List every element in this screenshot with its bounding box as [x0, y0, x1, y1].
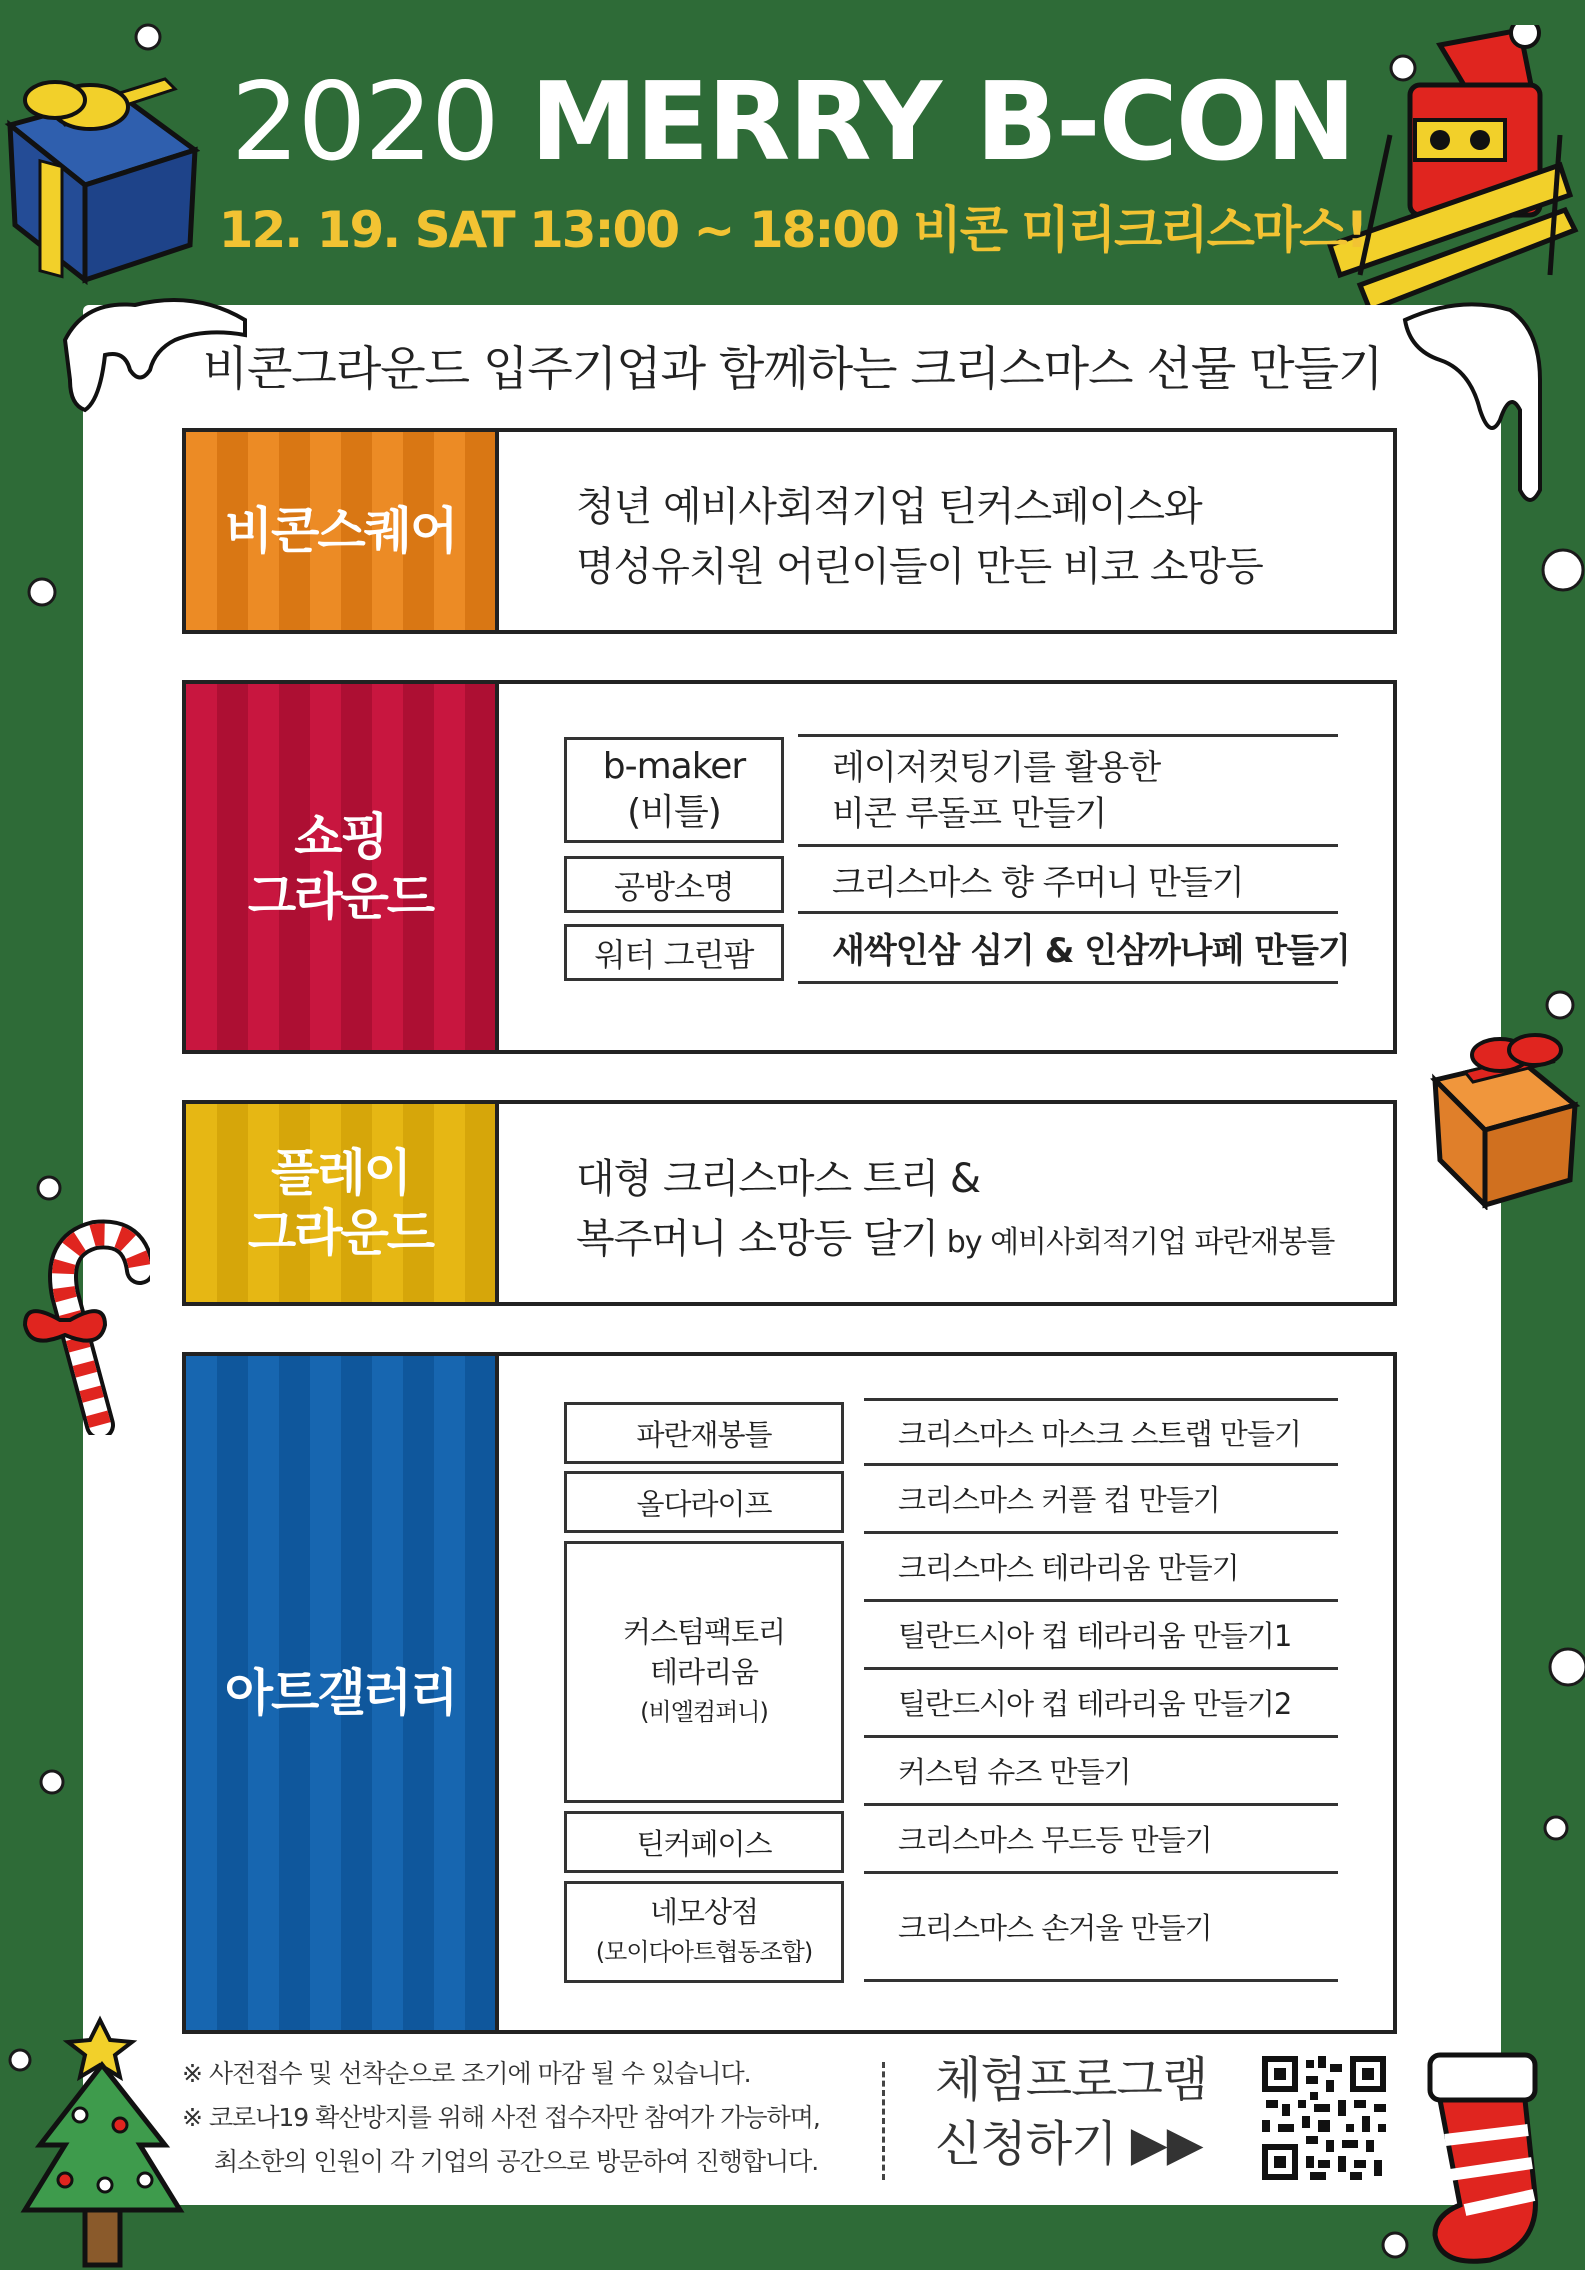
activity-hand-mirror-text: 크리스마스 손거울 만들기 [898, 1911, 1212, 1945]
activity-ginseng-text: 새싹인삼 심기 & 인삼까나페 만들기 [832, 931, 1350, 971]
company-nemo-store-sub: (모이다아트협동조합) [595, 1938, 813, 1966]
activity-tillandsia-1-text: 틸란드시아 컵 테라리움 만들기1 [898, 1619, 1292, 1653]
apply-link-line-1[interactable]: 체험프로그램 [935, 2052, 1208, 2108]
section-art [182, 1352, 1397, 2034]
activity-rudolph [798, 734, 1338, 847]
section-square-desc [576, 477, 1263, 597]
activity-tillandsia-2 [864, 1670, 1338, 1738]
section-square-line-2: 명성유치원 어린이들이 만든 비코 소망등 [576, 544, 1263, 590]
activity-hand-mirror [864, 1874, 1338, 1982]
section-play-line-1: 대형 크리스마스 트리 & [576, 1156, 981, 1202]
apply-link-line-2[interactable]: 신청하기 ▶▶ [935, 2116, 1203, 2172]
event-name: MERRY B-CON [530, 60, 1355, 185]
section-shopping-label-line-2: 그라운드 [247, 868, 434, 926]
event-title [0, 60, 1585, 185]
program-heading: 비콘그라운드 입주기업과 함께하는 크리스마스 선물 만들기 [202, 342, 1383, 397]
company-paran-sewing [564, 1402, 844, 1464]
section-play-label-line-2: 그라운드 [247, 1204, 434, 1262]
company-alldalife [564, 1471, 844, 1533]
activity-scent-pouch [798, 847, 1338, 914]
section-play-label [186, 1104, 499, 1302]
activity-couple-cup-text: 크리스마스 커플 컵 만들기 [898, 1483, 1220, 1517]
section-square-line-1: 청년 예비사회적기업 틴커스페이스와 [576, 484, 1202, 530]
company-b-maker [564, 737, 784, 843]
section-play-line-2-main: 복주머니 소망등 달기 [576, 1216, 939, 1262]
company-b-maker-sub: (비틀) [627, 792, 721, 833]
company-paran-sewing-name: 파란재봉틀 [636, 1417, 772, 1452]
company-custom-factory [564, 1541, 844, 1803]
company-alldalife-name: 올다라이프 [636, 1486, 772, 1521]
section-square [182, 428, 1397, 634]
event-year: 2020 [230, 60, 498, 185]
company-custom-factory-name-2: 테라리움 [649, 1655, 759, 1689]
company-water-greenfarm [564, 924, 784, 981]
stocking-icon [1410, 2045, 1585, 2270]
activity-custom-shoes-text: 커스텀 슈즈 만들기 [898, 1755, 1131, 1789]
activity-terrarium [864, 1534, 1338, 1602]
gift-box-right-icon [1425, 1030, 1585, 1210]
section-play-line-2-credit: by 예비사회적기업 파란재봉틀 [938, 1225, 1335, 1260]
activity-mood-light [864, 1806, 1338, 1874]
snow-cap-right [1400, 290, 1550, 520]
company-custom-factory-sub: (비엘컴퍼니) [640, 1698, 768, 1726]
company-custom-factory-name-1: 커스텀팩토리 [622, 1615, 786, 1649]
activity-mask-strap [864, 1398, 1338, 1466]
activity-terrarium-text: 크리스마스 테라리움 만들기 [898, 1551, 1239, 1585]
christmas-tree-icon [20, 1995, 185, 2270]
company-water-greenfarm-name: 워터 그린팜 [594, 935, 754, 974]
company-gongbang-somyeong-name: 공방소명 [614, 867, 734, 906]
section-play [182, 1100, 1397, 1306]
activity-rudolph-line-1: 레이저컷팅기를 활용한 [832, 747, 1161, 788]
event-date-line: 12. 19. SAT 13:00 ~ 18:00 비콘 미리크리스마스! [218, 201, 1367, 259]
company-gongbang-somyeong [564, 856, 784, 913]
section-play-label-line-1: 플레이 [271, 1144, 410, 1202]
qr-code-icon[interactable] [1258, 2052, 1390, 2184]
footer-divider [882, 2062, 885, 2180]
activity-ginseng [798, 914, 1350, 984]
section-shopping-label [186, 684, 499, 1050]
activity-custom-shoes [864, 1738, 1338, 1806]
activity-rudolph-line-2: 비콘 루돌프 만들기 [832, 793, 1107, 834]
section-play-desc [576, 1149, 1334, 1273]
activity-tillandsia-2-text: 틸란드시아 컵 테라리움 만들기2 [898, 1687, 1292, 1721]
activity-couple-cup [864, 1466, 1338, 1534]
activity-scent-pouch-text: 크리스마스 향 주머니 만들기 [832, 862, 1244, 903]
activity-mood-light-text: 크리스마스 무드등 만들기 [898, 1823, 1212, 1857]
section-square-label: 비콘스퀘어 [186, 432, 499, 630]
activity-tillandsia-1 [864, 1602, 1338, 1670]
section-shopping-label-line-1: 쇼핑 [294, 808, 387, 866]
footer-notes [182, 2052, 820, 2184]
section-play-line-2 [576, 1209, 1334, 1273]
footer-note-1: ※ 사전접수 및 선착순으로 조기에 마감 될 수 있습니다. [182, 2059, 751, 2088]
apply-link[interactable] [935, 2048, 1207, 2176]
company-nemo-store [564, 1881, 844, 1983]
company-tinkerface [564, 1811, 844, 1873]
company-tinkerface-name: 틴커페이스 [636, 1826, 772, 1861]
company-b-maker-name: b-maker [602, 746, 746, 787]
company-nemo-store-name: 네모상점 [649, 1895, 759, 1929]
section-shopping [182, 680, 1397, 1054]
footer-note-3: 최소한의 인원이 각 기업의 공간으로 방문하여 진행합니다. [214, 2147, 819, 2176]
activity-mask-strap-text: 크리스마스 마스크 스트랩 만들기 [898, 1416, 1301, 1451]
section-art-label: 아트갤러리 [186, 1356, 499, 2030]
candy-cane-icon [20, 1205, 150, 1435]
footer-note-2: ※ 코로나19 확산방지를 위해 사전 접수자만 참여가 가능하며, [182, 2103, 820, 2132]
